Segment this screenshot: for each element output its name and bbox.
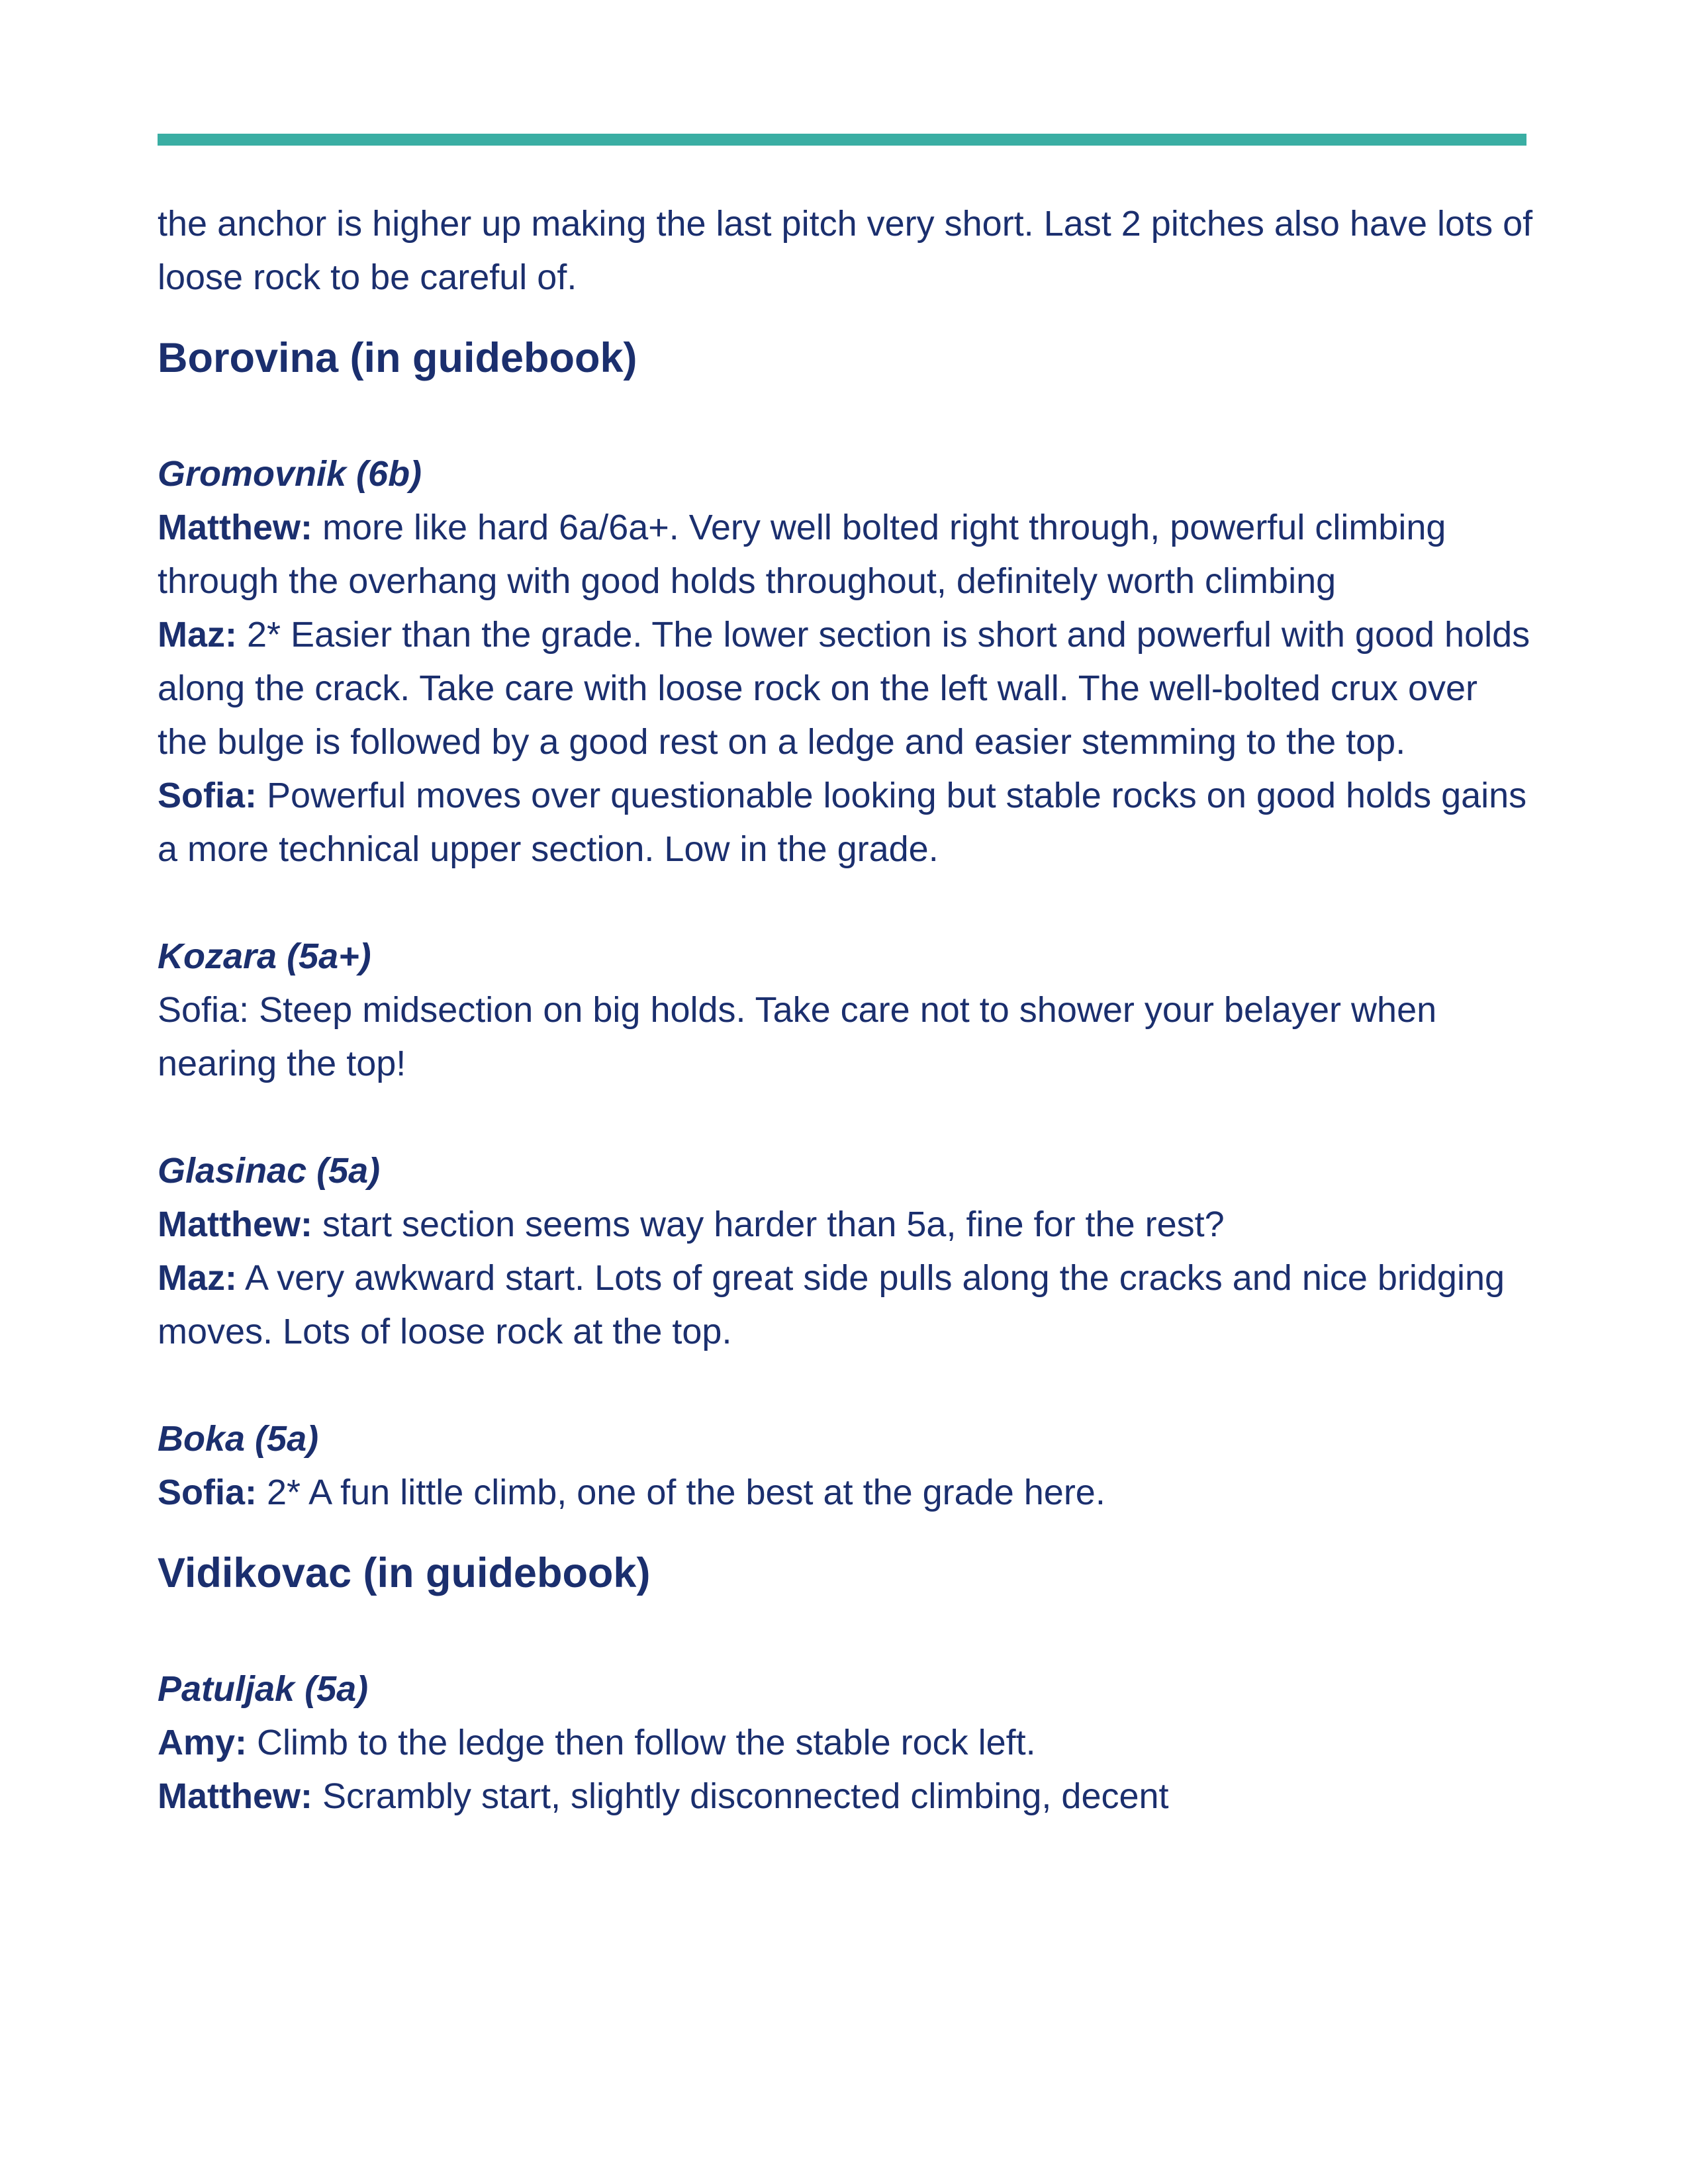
route-title-boka: Boka (5a) (158, 1419, 319, 1459)
note-text: A very awkward start. Lots of great side pulls along the cracks and nice bridging moves. Lots of loose rock at the top. (158, 1258, 1505, 1351)
note-author: Amy: (158, 1723, 248, 1762)
document-body (158, 197, 1534, 1823)
note-author: Matthew: (158, 1205, 312, 1244)
route-note (158, 1716, 1534, 1770)
note-text: more like hard 6a/6a+. Very well bolted right through, powerful climbing through the overhang with good holds throughout, definitely worth climbing (158, 508, 1446, 601)
route-title-patuljak: Patuljak (5a) (158, 1669, 369, 1709)
route-note (158, 1770, 1534, 1823)
route-note (158, 1198, 1534, 1251)
note-text: Climb to the ledge then follow the stable rock left. (247, 1723, 1036, 1762)
header-rule (158, 134, 1526, 146)
note-text: Powerful moves over questionable looking but stable rocks on good holds gains a more technical upper section. Low in the grade. (158, 776, 1527, 869)
section-heading-vidikovac: Vidikovac (in guidebook) (158, 1550, 651, 1596)
note-author: Sofia: (158, 776, 258, 815)
section-heading-borovina: Borovina (in guidebook) (158, 335, 637, 381)
note-text: start section seems way harder than 5a, fine for the rest? (312, 1205, 1225, 1244)
note-author: Maz: (158, 615, 237, 655)
intro-paragraph: the anchor is higher up making the last pitch very short. Last 2 pitches also have lots of loose rock to be careful of. (158, 204, 1533, 297)
route-note (158, 608, 1534, 769)
note-author: Matthew: (158, 1776, 312, 1816)
route-note (158, 1251, 1534, 1359)
route-note (158, 501, 1534, 608)
note-text: 2* A fun little climb, one of the best at the grade here. (257, 1473, 1105, 1512)
note-author: Maz: (158, 1258, 237, 1298)
note-text: Scrambly start, slightly disconnected climbing, decent (312, 1776, 1169, 1816)
note-text: 2* Easier than the grade. The lower section is short and powerful with good holds along the crack. Take care with loose rock on the left wall. The well-bolted crux over the bulge is followed by a good rest on a ledge and easier stemming to the top. (158, 615, 1530, 762)
note-author: Matthew: (158, 508, 312, 547)
route-title-kozara: Kozara (5a+) (158, 936, 371, 976)
route-note (158, 1466, 1534, 1520)
route-note (158, 769, 1534, 876)
route-title-glasinac: Glasinac (5a) (158, 1151, 381, 1191)
route-note: Sofia: Steep midsection on big holds. Take care not to shower your belayer when nearing the top! (158, 990, 1437, 1083)
route-title-gromovnik: Gromovnik (6b) (158, 454, 422, 494)
note-author: Sofia: (158, 1473, 258, 1512)
